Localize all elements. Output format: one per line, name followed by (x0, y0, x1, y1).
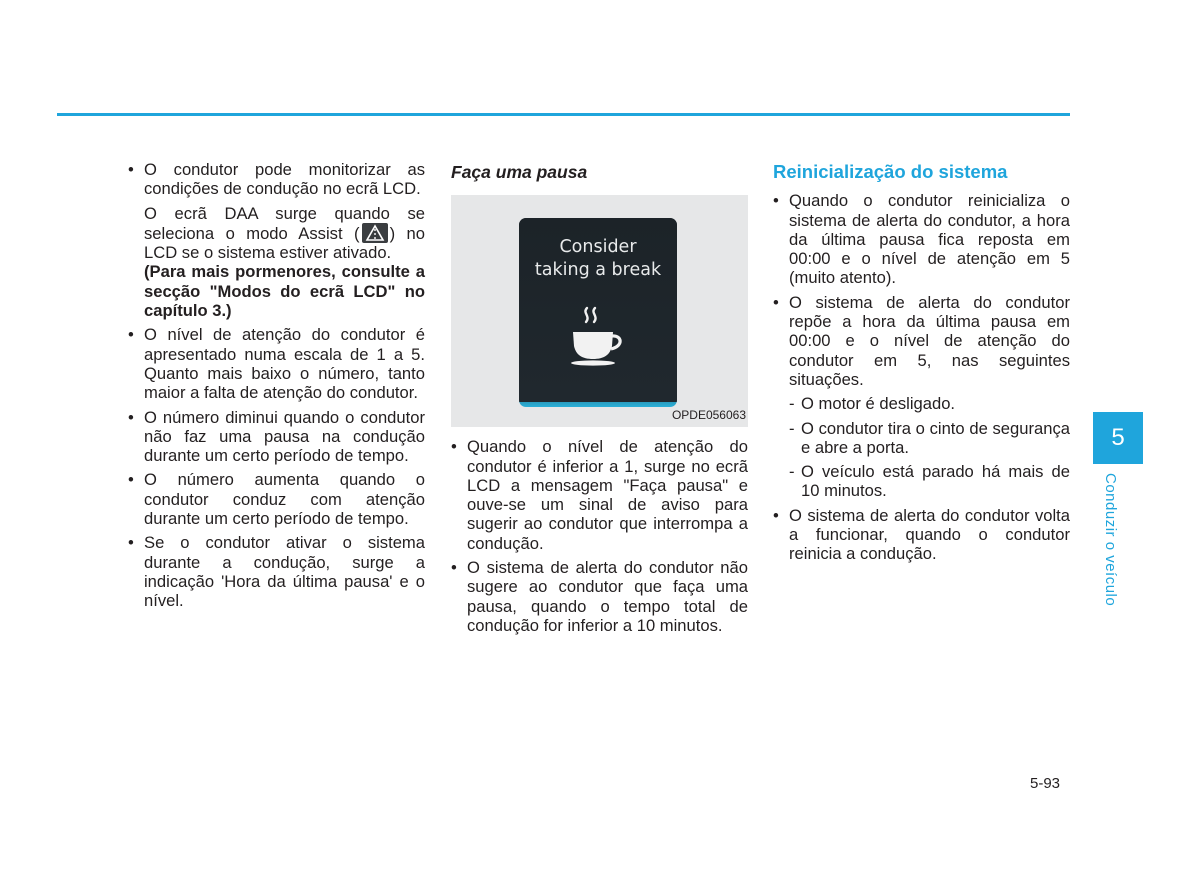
bullet-no-pause-suggestion: • O sistema de alerta do condutor não sugere ao condutor que faça uma pausa, quando o tempo total de condução for inferior a 10 minutos. (451, 558, 748, 635)
daa-text-pre: O ecrã DAA surge quando se seleciona o modo Assist ( (144, 203, 425, 243)
lcd-line-2: taking a break (534, 260, 662, 281)
figure-code: OPDE056063 (671, 408, 746, 422)
coffee-cup-icon (567, 304, 629, 368)
lcd-message (519, 236, 677, 282)
assist-mode-icon (362, 223, 388, 243)
lcd-line-1: Consider (559, 237, 637, 258)
column-middle (451, 160, 748, 640)
bullet-pause-message: • Quando o nível de atenção do condutor é inferior a 1, surge no ecrã LCD a mensagem "Faça pausa" e ouve-se um sinal de aviso para sugerir ao condutor que interrompa a condução. (451, 437, 748, 553)
lcd-figure (451, 195, 748, 427)
bullet-resume: • O sistema de alerta do condutor volta a funcionar, quando o condutor reinicia a condução. (773, 506, 1070, 564)
column-left (128, 160, 425, 616)
daa-reference: (Para mais pormenores, consulte a secção "Modos do ecrã LCD" no capítulo 3.) (144, 262, 425, 321)
sub-item-seatbelt: - O condutor tira o cinto de segurança e abre a porta. (789, 418, 1070, 457)
header-rule (57, 113, 1070, 116)
column-right (773, 160, 1070, 569)
bullet-reset: • Quando o condutor reinicializa o sistema de alerta do condutor, a hora da última pausa fica reposta em 00:00 e o nível de atenção em 5 (muito atento). (773, 191, 1070, 287)
page-number: 5-93 (1030, 775, 1061, 792)
bullet-number-decreases: • O número diminui quando o condutor não faz uma pausa na condução durante um certo período de tempo. (128, 408, 425, 466)
daa-text-post: ) no LCD se o sistema estiver ativado. (144, 223, 426, 263)
section-heading-reset: Reinicialização do sistema (773, 161, 1008, 182)
bullet-attention-scale: • O nível de atenção do condutor é apresentado numa escala de 1 a 5. Quanto mais baixo o número, tanto maior a falta de atenção do condutor. (128, 325, 425, 402)
daa-paragraph (128, 204, 425, 321)
chapter-tab: 5 (1093, 412, 1143, 464)
section-heading-pause: Faça uma pausa (451, 162, 588, 182)
sub-item-stopped: - O veículo está parado há mais de 10 minutos. (789, 462, 1070, 501)
bullet-number-increases: • O número aumenta quando o condutor conduz com atenção durante um certo período de tempo. (128, 470, 425, 528)
sub-item-engine-off: - O motor é desligado. (789, 394, 956, 414)
bullet-monitor: • O condutor pode monitorizar as condições de condução no ecrã LCD. (128, 160, 425, 199)
bullet-activate-during-driving: • Se o condutor ativar o sistema durante a condução, surge a indicação 'Hora da última pausa' e o nível. (128, 533, 425, 610)
lcd-screen (519, 218, 677, 407)
bullet-auto-reset: • O sistema de alerta do condutor repõe a hora da última pausa em 00:00 e o nível de atenção do condutor em 5, nas seguintes situações. (773, 293, 1070, 389)
chapter-side-label: Conduzir o veículo (1102, 473, 1119, 607)
